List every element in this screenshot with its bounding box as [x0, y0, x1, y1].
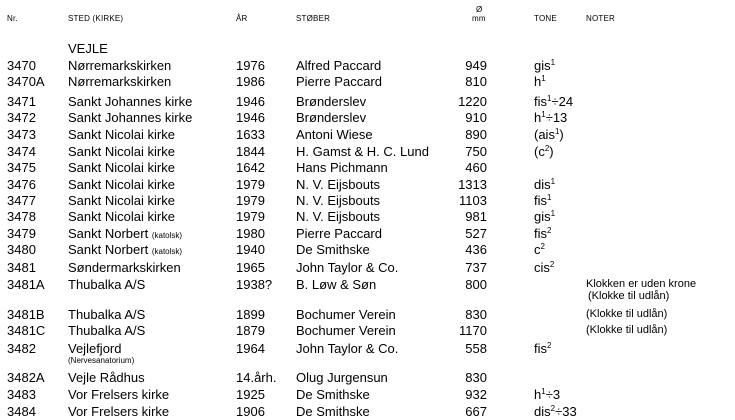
cell-sted: [68, 177, 175, 193]
cell-mm: 460: [465, 160, 487, 175]
cell-sted: [68, 341, 121, 357]
cell-stober: Bochumer Verein: [296, 307, 396, 322]
cell-stober: De Smithske: [296, 242, 370, 257]
cell-nr: 3473: [7, 127, 36, 142]
cell-sted: [68, 58, 171, 74]
cell-aar: 1965: [236, 260, 265, 275]
cell-nr: 3482A: [7, 370, 45, 385]
cell-sted: [68, 160, 175, 176]
tone-name: dis: [534, 404, 551, 419]
tone-name: h: [534, 387, 542, 402]
sted-name: Sankt Johannes kirke: [68, 94, 193, 109]
cell-stober: Bochumer Verein: [296, 323, 396, 338]
table-row: [0, 58, 735, 74]
cell-tone: [534, 58, 555, 74]
sted-note: (katolsk): [151, 247, 183, 256]
tone-octave: 2: [549, 260, 555, 269]
cell-aar: 1940: [236, 242, 265, 257]
cell-nr: 3471: [7, 94, 36, 109]
tone-deviation: ÷13: [545, 110, 568, 125]
header-sted: STED (KIRKE): [68, 14, 124, 23]
tone-octave: 2: [547, 226, 552, 235]
cell-stober: N. V. Eijsbouts: [296, 209, 381, 224]
cell-nr: 3481B: [7, 307, 45, 322]
cell-aar: 1976: [236, 58, 265, 73]
cell-mm: 981: [465, 209, 487, 224]
cell-mm: 810: [465, 74, 487, 89]
table-row: [0, 307, 735, 323]
cell-sted: [68, 277, 145, 293]
cell-nr: 3481A: [7, 277, 45, 292]
cell-stober: Antoni Wiese: [296, 127, 373, 142]
cell-nr: 3472: [7, 110, 36, 125]
header-aar: ÅR: [236, 14, 248, 23]
tone-deviation: ÷33: [555, 404, 577, 419]
cell-nr: 3474: [7, 144, 36, 159]
header-mm: mm: [472, 14, 486, 23]
tone-octave: 2: [550, 404, 556, 413]
cell-stober: Hans Pichmann: [296, 160, 388, 175]
cell-aar: 1946: [236, 94, 265, 109]
cell-sted: [68, 94, 192, 110]
sted-name: Vejlefjord: [68, 341, 122, 356]
cell-nr: 3481: [7, 260, 36, 275]
cell-tone: [534, 127, 564, 143]
cell-aar: 1906: [236, 404, 265, 419]
tone-name: (c: [534, 144, 545, 159]
cell-noter: [586, 324, 667, 336]
cell-stober: Pierre Paccard: [296, 74, 382, 89]
tone-name: dis: [534, 177, 551, 192]
cell-stober: B. Løw & Søn: [296, 277, 377, 292]
sted-name: Sankt Nicolai kirke: [68, 177, 175, 192]
sted-name: Søndermarkskirken: [68, 260, 181, 275]
cell-aar: 1642: [236, 160, 265, 175]
sted-name: Sankt Nicolai kirke: [68, 193, 175, 208]
tone-name: fis: [534, 226, 547, 241]
table-row: [0, 193, 735, 209]
cell-tone: [534, 242, 545, 258]
sted-name: Vejle Rådhus: [68, 370, 145, 385]
cell-mm: 890: [465, 127, 487, 142]
tone-name: c: [534, 242, 541, 257]
sted-name: Thubalka A/S: [68, 277, 146, 292]
table-row: [0, 341, 735, 365]
cell-aar: 1979: [236, 209, 265, 224]
cell-tone: [534, 110, 567, 126]
header-noter: NOTER: [586, 14, 615, 23]
cell-stober: De Smithske: [296, 404, 370, 419]
cell-tone: [534, 74, 546, 90]
cell-mm: 1313: [458, 177, 487, 192]
tone-octave: 1: [554, 127, 560, 136]
cell-nr: 3477: [7, 193, 36, 208]
sted-name: Sankt Nicolai kirke: [68, 160, 175, 175]
table-row: [0, 110, 735, 126]
table-row: [0, 127, 735, 143]
table-row: [0, 177, 735, 193]
cell-aar: 1633: [236, 127, 265, 142]
sted-name: Sankt Johannes kirke: [68, 110, 193, 125]
header-diameter-symbol: Ø: [476, 5, 483, 14]
cell-tone: [534, 209, 555, 225]
table-row: [0, 404, 735, 420]
table-row: [0, 226, 735, 242]
cell-aar: 14.årh.: [236, 370, 277, 385]
cell-mm: 932: [465, 387, 487, 402]
cell-tone: [534, 341, 551, 357]
cell-stober: N. V. Eijsbouts: [296, 177, 381, 192]
table-row: [0, 144, 735, 160]
cell-stober: H. Gamst & H. C. Lund: [296, 144, 429, 159]
cell-aar: 1879: [236, 323, 265, 338]
tone-octave: 1: [541, 74, 546, 83]
cell-aar: 1925: [236, 387, 265, 402]
tone-name: fis: [534, 341, 547, 356]
cell-mm: 830: [465, 307, 487, 322]
cell-stober: Olug Jurgensun: [296, 370, 388, 385]
cell-aar: 1844: [236, 144, 265, 159]
tone-deviation: ÷3: [545, 387, 561, 402]
tone-octave: 2: [540, 242, 545, 251]
header-nr: Nr.: [7, 14, 18, 23]
cell-nr: 3480: [7, 242, 36, 257]
tone-name: fis: [534, 94, 547, 109]
sted-name: Sankt Nicolai kirke: [68, 144, 175, 159]
header-tone: TONE: [534, 14, 557, 23]
tone-name: h: [534, 110, 542, 125]
sted-name: Sankt Norbert: [68, 226, 149, 241]
cell-noter: [586, 308, 667, 320]
cell-sted: [68, 307, 145, 323]
cell-noter: [586, 278, 696, 302]
tone-name: fis: [534, 193, 547, 208]
cell-mm: 436: [465, 242, 487, 257]
sted-name: Sankt Nicolai kirke: [68, 127, 175, 142]
cell-stober: John Taylor & Co.: [296, 341, 399, 356]
cell-sted: [68, 110, 192, 126]
tone-name: cis: [534, 260, 550, 275]
cell-stober: Pierre Paccard: [296, 226, 382, 241]
cell-nr: 3481C: [7, 323, 46, 338]
sted-name: Sankt Norbert: [68, 242, 149, 257]
sted-note: (katolsk): [151, 231, 183, 240]
tone-octave: 1: [547, 193, 552, 202]
cell-sted: [68, 404, 169, 420]
cell-sted: [68, 209, 175, 225]
table-row: [0, 94, 735, 110]
cell-stober: De Smithske: [296, 387, 370, 402]
table-row: [0, 160, 735, 176]
table-row: [0, 242, 735, 258]
table-row: [0, 260, 735, 276]
cell-sted: [68, 193, 175, 209]
tone-octave: 1: [547, 94, 552, 103]
cell-nr: 3483: [7, 387, 36, 402]
cell-sted: [68, 323, 145, 339]
tone-octave: 2: [544, 144, 550, 153]
sted-name: Nørremarkskirken: [68, 74, 172, 89]
sted-name: Nørremarkskirken: [68, 58, 172, 73]
cell-mm: 830: [465, 370, 487, 385]
cell-nr: 3470: [7, 58, 36, 73]
note-line: (Klokke til udlån): [588, 290, 670, 302]
cell-nr: 3475: [7, 160, 36, 175]
cell-aar: 1979: [236, 193, 265, 208]
cell-tone: [534, 404, 577, 420]
cell-mm: 949: [465, 58, 487, 73]
cell-sted: [68, 387, 169, 403]
cell-mm: 1170: [459, 323, 487, 338]
header-stober: STØBER: [296, 14, 331, 23]
cell-mm: 800: [465, 277, 487, 292]
sted-name: Vor Frelsers kirke: [68, 387, 170, 402]
cell-nr: 3476: [7, 177, 36, 192]
tone-deviation: ): [559, 127, 564, 142]
cell-stober: Brønderslev: [296, 94, 367, 109]
table-row: [0, 387, 735, 403]
cell-tone: [534, 94, 573, 110]
tone-octave: 1: [550, 177, 556, 186]
note-line: Klokken er uden krone: [586, 278, 697, 290]
tone-name: (ais: [534, 127, 555, 142]
tone-octave: 1: [550, 58, 556, 67]
sted-name: Thubalka A/S: [68, 323, 146, 338]
cell-nr: 3484: [7, 404, 36, 419]
sted-subtitle: (Nervesanatorium): [68, 356, 135, 365]
tone-name: gis: [534, 209, 551, 224]
sted-name: Thubalka A/S: [68, 307, 146, 322]
tone-name: gis: [534, 58, 551, 73]
cell-sted: [68, 242, 182, 260]
note-line: (Klokke til udlån): [586, 308, 668, 320]
cell-stober: John Taylor & Co.: [296, 260, 399, 275]
tone-octave: 2: [547, 341, 552, 350]
cell-tone: [534, 387, 560, 403]
cell-mm: 527: [465, 226, 487, 241]
cell-sted: [68, 74, 171, 90]
cell-tone: [534, 260, 554, 276]
cell-mm: 737: [465, 260, 487, 275]
cell-mm: 667: [465, 404, 487, 419]
section-title: VEJLE: [68, 41, 108, 56]
cell-sted: [68, 127, 175, 143]
cell-nr: 3479: [7, 226, 36, 241]
cell-aar: 1946: [236, 110, 265, 125]
table-row: [0, 370, 735, 386]
cell-mm: 910: [465, 110, 487, 125]
cell-nr: 3470A: [7, 74, 45, 89]
tone-octave: 1: [541, 387, 546, 396]
sted-name: Vor Frelsers kirke: [68, 404, 170, 419]
cell-nr: 3478: [7, 209, 36, 224]
cell-tone: [534, 144, 554, 160]
cell-stober: Alfred Paccard: [296, 58, 382, 73]
cell-sted: [68, 370, 145, 386]
tone-octave: 1: [550, 209, 556, 218]
tone-deviation: ÷24: [551, 94, 574, 109]
cell-aar: 1899: [236, 307, 265, 322]
table-row: [0, 277, 735, 302]
tone-name: h: [534, 74, 542, 89]
cell-mm: 1103: [459, 193, 487, 208]
sted-name: Sankt Nicolai kirke: [68, 209, 175, 224]
tone-octave: 1: [541, 110, 546, 119]
cell-mm: 558: [465, 341, 487, 356]
cell-tone: [534, 193, 551, 209]
cell-stober: N. V. Eijsbouts: [296, 193, 381, 208]
cell-tone: [534, 226, 551, 242]
cell-sted: [68, 260, 181, 276]
cell-sted: [68, 144, 175, 160]
table-row: [0, 209, 735, 225]
cell-mm: 1220: [458, 94, 487, 109]
cell-stober: Brønderslev: [296, 110, 367, 125]
tone-deviation: ): [549, 144, 554, 159]
cell-aar: 1980: [236, 226, 265, 241]
cell-aar: 1986: [236, 74, 265, 89]
cell-mm: 750: [465, 144, 487, 159]
cell-aar: 1964: [236, 341, 265, 356]
cell-aar: 1938?: [236, 277, 273, 292]
cell-aar: 1979: [236, 177, 265, 192]
note-line: (Klokke til udlån): [586, 324, 668, 336]
table-row: [0, 74, 735, 90]
table-row: [0, 323, 735, 339]
cell-nr: 3482: [7, 341, 36, 356]
cell-tone: [534, 177, 555, 193]
